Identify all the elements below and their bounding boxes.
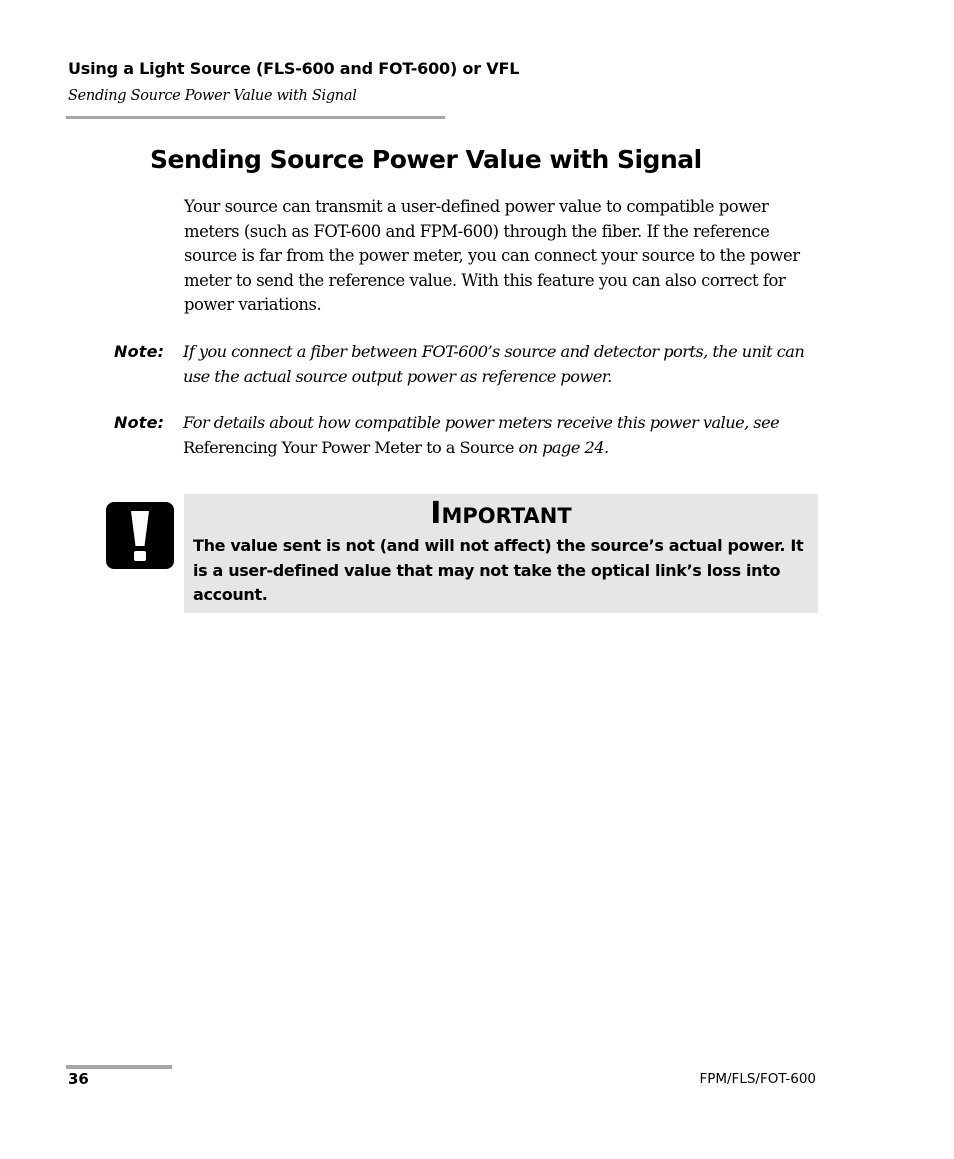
body-paragraph: Your source can transmit a user-defined power value to compatible power meters (such as FOT-600 and FPM-600) through the fiber. If the reference source is far from the power meter, you can connect your source to the power meter to send the reference value. With this feature you can also correct for power variations. xyxy=(184,197,800,314)
note-text-before: For details about how compatible power meters receive this power value, see xyxy=(183,413,780,432)
important-text: The value sent is not (and will not affect) the source’s actual power. It is a user-defined value that may not take the optical link’s loss into account. xyxy=(193,536,804,604)
header-divider xyxy=(66,116,445,119)
note-label: Note: xyxy=(114,413,165,432)
note-text: If you connect a fiber between FOT-600’s source and detector ports, the unit can use the actual source output power as reference power. xyxy=(183,342,805,386)
footer-divider xyxy=(66,1065,172,1069)
important-title: Important xyxy=(430,496,572,531)
note-text-after: on page 24. xyxy=(513,437,609,457)
note-label: Note: xyxy=(114,342,165,361)
important-callout xyxy=(184,494,818,613)
running-header-title: Using a Light Source (FLS-600 and FOT-600) or VFL xyxy=(68,59,520,78)
running-header-subtitle: Sending Source Power Value with Signal xyxy=(68,88,357,104)
note-text xyxy=(183,411,833,460)
page-number: 36 xyxy=(68,1070,89,1088)
cross-reference-link[interactable]: Referencing Your Power Meter to a Source xyxy=(183,437,514,457)
exclamation-icon xyxy=(106,502,174,569)
product-code: FPM/FLS/FOT-600 xyxy=(699,1071,816,1087)
section-heading: Sending Source Power Value with Signal xyxy=(150,145,702,174)
